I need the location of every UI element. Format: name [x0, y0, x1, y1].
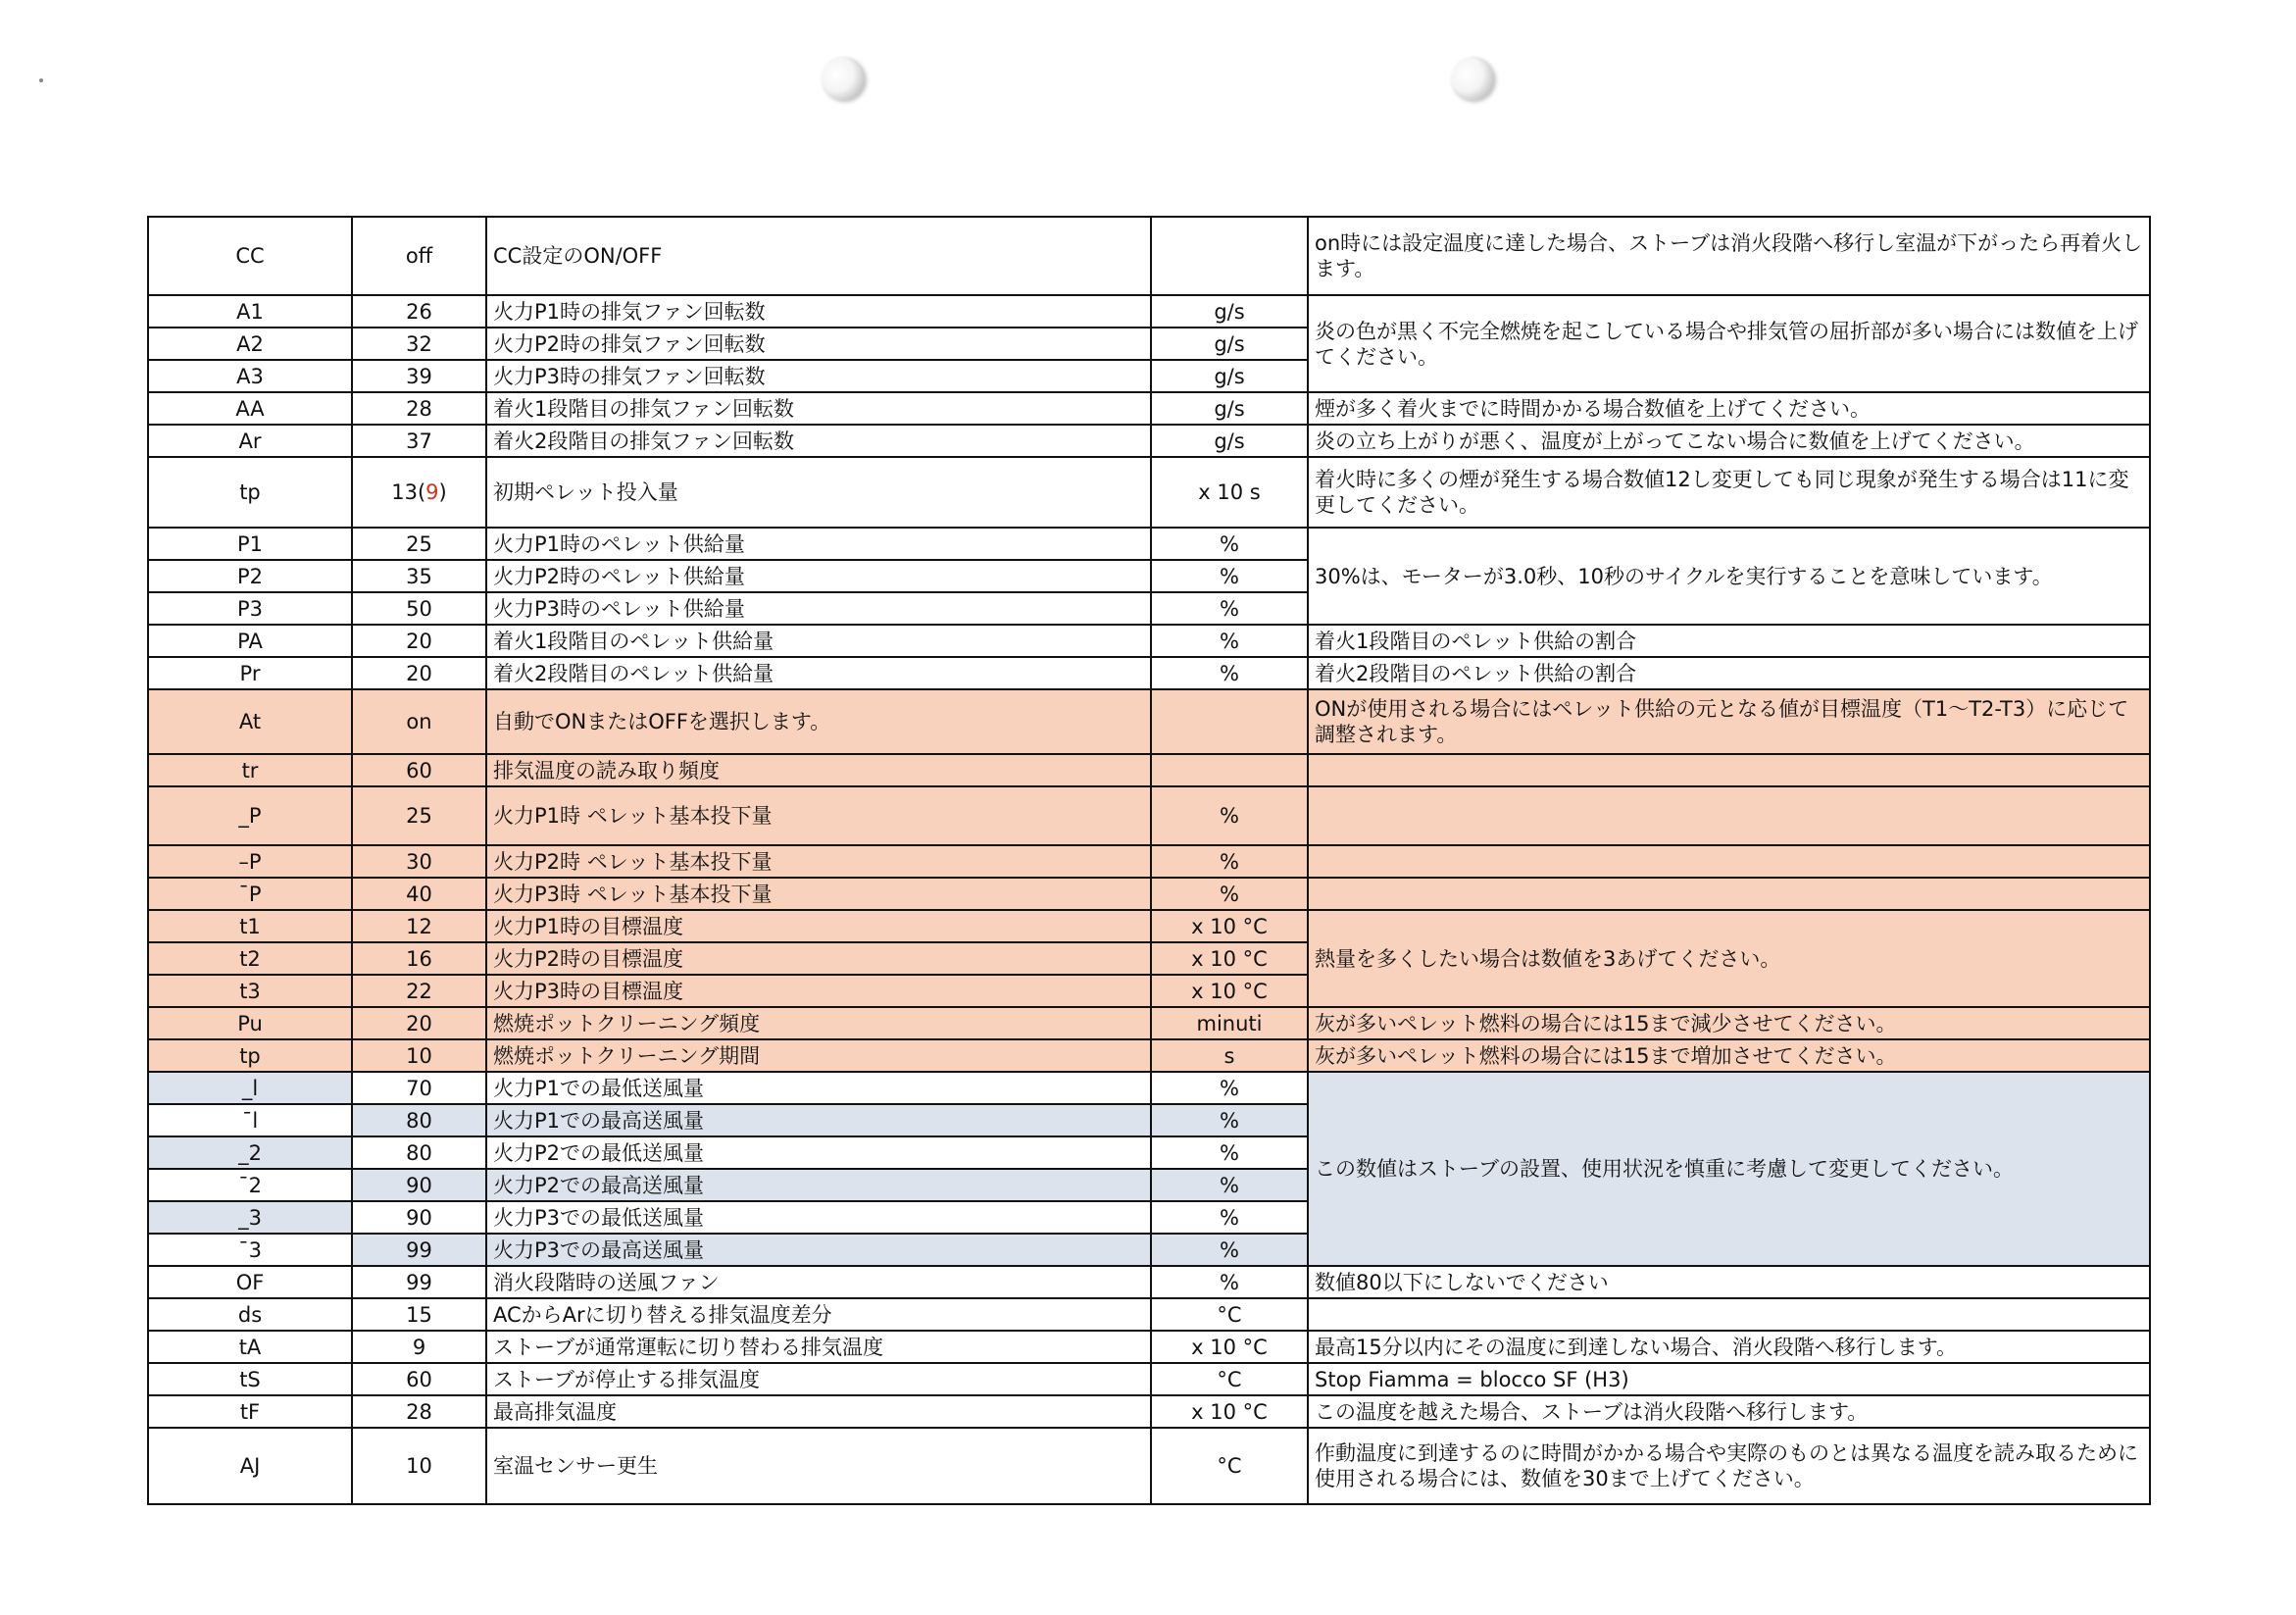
param-description: 排気温度の読み取り頻度 — [486, 754, 1151, 786]
param-description: 燃焼ポットクリーニング頻度 — [486, 1007, 1151, 1039]
param-unit: x 10 °C — [1151, 942, 1308, 975]
param-value: on — [352, 689, 486, 754]
param-description: 消火段階時の送風ファン — [486, 1266, 1151, 1298]
param-unit: g/s — [1151, 392, 1308, 425]
param-unit: °C — [1151, 1363, 1308, 1395]
param-code: PA — [148, 625, 352, 657]
param-note: 着火1段階目のペレット供給の割合 — [1308, 625, 2150, 657]
table-row — [148, 1298, 2150, 1331]
table-row — [148, 689, 2150, 754]
param-unit: % — [1151, 1072, 1308, 1104]
param-description: 着火1段階目の排気ファン回転数 — [486, 392, 1151, 425]
param-description: 火力P3時の排気ファン回転数 — [486, 360, 1151, 392]
table-row — [148, 878, 2150, 910]
param-note: ONが使用される場合にはペレット供給の元となる値が目標温度（T1～T2-T3）に応じて調整されます。 — [1308, 689, 2150, 754]
param-unit — [1151, 217, 1308, 295]
param-unit: % — [1151, 878, 1308, 910]
param-description: 火力P3時 ペレット基本投下量 — [486, 878, 1151, 910]
param-unit: s — [1151, 1039, 1308, 1072]
param-code: _P — [148, 786, 352, 845]
param-note: この数値はストーブの設置、使用状況を慎重に考慮して変更してください。 — [1308, 1072, 2150, 1266]
param-value: 90 — [352, 1201, 486, 1234]
param-unit: x 10 °C — [1151, 975, 1308, 1007]
param-value-highlight: 9 — [425, 480, 439, 504]
param-description: 火力P2時のペレット供給量 — [486, 560, 1151, 592]
param-code: AJ — [148, 1428, 352, 1504]
param-description: 火力P1時のペレット供給量 — [486, 528, 1151, 560]
param-code: t1 — [148, 910, 352, 942]
param-unit: % — [1151, 845, 1308, 878]
table-row — [148, 754, 2150, 786]
param-code: t2 — [148, 942, 352, 975]
param-description: 着火2段階目のペレット供給量 — [486, 657, 1151, 689]
table-row — [148, 425, 2150, 457]
param-code: _l — [148, 1072, 352, 1104]
param-unit: x 10 °C — [1151, 1395, 1308, 1428]
param-unit: g/s — [1151, 295, 1308, 328]
param-unit: minuti — [1151, 1007, 1308, 1039]
param-description: 最高排気温度 — [486, 1395, 1151, 1428]
param-code: P3 — [148, 592, 352, 625]
param-value: 9 — [352, 1331, 486, 1363]
param-code: –P — [148, 845, 352, 878]
param-value: 20 — [352, 657, 486, 689]
param-value: 30 — [352, 845, 486, 878]
param-code: A2 — [148, 328, 352, 360]
param-value: 12 — [352, 910, 486, 942]
param-code: Pr — [148, 657, 352, 689]
param-description: 火力P1時の排気ファン回転数 — [486, 295, 1151, 328]
table-row — [148, 1331, 2150, 1363]
param-description: 火力P2時 ペレット基本投下量 — [486, 845, 1151, 878]
table-row — [148, 625, 2150, 657]
param-value: 60 — [352, 1363, 486, 1395]
param-unit: % — [1151, 1104, 1308, 1136]
param-code: tp — [148, 457, 352, 528]
param-description: CC設定のON/OFF — [486, 217, 1151, 295]
param-description: 火力P3時のペレット供給量 — [486, 592, 1151, 625]
param-note — [1308, 754, 2150, 786]
param-unit: °C — [1151, 1428, 1308, 1504]
param-value: 37 — [352, 425, 486, 457]
param-description: ストーブが通常運転に切り替わる排気温度 — [486, 1331, 1151, 1363]
param-value — [352, 457, 486, 528]
table-row — [148, 295, 2150, 328]
table-row — [148, 1395, 2150, 1428]
param-code: P2 — [148, 560, 352, 592]
param-value: 70 — [352, 1072, 486, 1104]
param-unit — [1151, 754, 1308, 786]
param-value: 80 — [352, 1104, 486, 1136]
param-description: 火力P3時の目標温度 — [486, 975, 1151, 1007]
param-code: tp — [148, 1039, 352, 1072]
param-code: AA — [148, 392, 352, 425]
param-note: Stop Fiamma = blocco SF (H3) — [1308, 1363, 2150, 1395]
param-note: 灰が多いペレット燃料の場合には15まで減少させてください。 — [1308, 1007, 2150, 1039]
param-code: ¯2 — [148, 1169, 352, 1201]
param-unit: °C — [1151, 1298, 1308, 1331]
param-description: ACからArに切り替える排気温度差分 — [486, 1298, 1151, 1331]
param-description: 着火2段階目の排気ファン回転数 — [486, 425, 1151, 457]
param-code: t3 — [148, 975, 352, 1007]
param-code: ¯P — [148, 878, 352, 910]
table-row — [148, 1007, 2150, 1039]
table-row — [148, 528, 2150, 560]
param-value: 20 — [352, 1007, 486, 1039]
param-value: 16 — [352, 942, 486, 975]
param-description: 火力P3での最高送風量 — [486, 1234, 1151, 1266]
param-description: 燃焼ポットクリーニング期間 — [486, 1039, 1151, 1072]
param-note: 着火2段階目のペレット供給の割合 — [1308, 657, 2150, 689]
param-description: 火力P1時の目標温度 — [486, 910, 1151, 942]
param-unit: % — [1151, 560, 1308, 592]
param-unit: % — [1151, 1234, 1308, 1266]
table-row — [148, 1363, 2150, 1395]
param-unit: % — [1151, 1169, 1308, 1201]
param-code: At — [148, 689, 352, 754]
param-note — [1308, 786, 2150, 845]
param-note: 作動温度に到達するのに時間がかかる場合や実際のものとは異なる温度を読み取るために使用される場合には、数値を30まで上げてください。 — [1308, 1428, 2150, 1504]
table-row — [148, 845, 2150, 878]
param-value: 40 — [352, 878, 486, 910]
param-value: 10 — [352, 1428, 486, 1504]
param-unit: g/s — [1151, 425, 1308, 457]
param-value: 25 — [352, 786, 486, 845]
param-code: tr — [148, 754, 352, 786]
punch-hole-right — [1451, 57, 1494, 100]
param-unit: x 10 °C — [1151, 910, 1308, 942]
param-code: A3 — [148, 360, 352, 392]
param-unit: g/s — [1151, 328, 1308, 360]
param-note: 着火時に多くの煙が発生する場合数値12し変更しても同じ現象が発生する場合は11に変更してください。 — [1308, 457, 2150, 528]
table-row — [148, 1072, 2150, 1104]
param-unit: % — [1151, 528, 1308, 560]
param-note: 灰が多いペレット燃料の場合には15まで増加させてください。 — [1308, 1039, 2150, 1072]
param-description: 火力P3での最低送風量 — [486, 1201, 1151, 1234]
param-unit: % — [1151, 657, 1308, 689]
param-value: 60 — [352, 754, 486, 786]
param-code: ¯l — [148, 1104, 352, 1136]
param-value-close: ) — [438, 480, 447, 504]
param-code: tS — [148, 1363, 352, 1395]
table-row — [148, 1039, 2150, 1072]
table-row — [148, 392, 2150, 425]
param-code: ds — [148, 1298, 352, 1331]
param-code: ¯3 — [148, 1234, 352, 1266]
param-unit: g/s — [1151, 360, 1308, 392]
param-code: tA — [148, 1331, 352, 1363]
param-code: _3 — [148, 1201, 352, 1234]
param-note — [1308, 845, 2150, 878]
param-value-main: 13( — [391, 480, 426, 504]
param-unit — [1151, 689, 1308, 754]
table-row — [148, 657, 2150, 689]
param-note: 炎の立ち上がりが悪く、温度が上がってこない場合に数値を上げてください。 — [1308, 425, 2150, 457]
param-description: 室温センサー更生 — [486, 1428, 1151, 1504]
param-description: 火力P2時の目標温度 — [486, 942, 1151, 975]
table-row — [148, 910, 2150, 942]
param-unit: x 10 °C — [1151, 1331, 1308, 1363]
param-unit: % — [1151, 1136, 1308, 1169]
table-row — [148, 457, 2150, 528]
table-row — [148, 1266, 2150, 1298]
param-code: _2 — [148, 1136, 352, 1169]
param-note: on時には設定温度に達した場合、ストーブは消火段階へ移行し室温が下がったら再着火します。 — [1308, 217, 2150, 295]
param-value: 28 — [352, 1395, 486, 1428]
param-note — [1308, 878, 2150, 910]
param-value: 26 — [352, 295, 486, 328]
param-value: 99 — [352, 1266, 486, 1298]
param-note: 熱量を多くしたい場合は数値を3あげてください。 — [1308, 910, 2150, 1007]
param-description: 火力P2での最高送風量 — [486, 1169, 1151, 1201]
param-value: 25 — [352, 528, 486, 560]
param-value: 90 — [352, 1169, 486, 1201]
param-value: 22 — [352, 975, 486, 1007]
param-note: この温度を越えた場合、ストーブは消火段階へ移行します。 — [1308, 1395, 2150, 1428]
param-code: OF — [148, 1266, 352, 1298]
param-description: ストーブが停止する排気温度 — [486, 1363, 1151, 1395]
param-unit: % — [1151, 592, 1308, 625]
param-unit: % — [1151, 625, 1308, 657]
param-description: 火力P1時 ペレット基本投下量 — [486, 786, 1151, 845]
param-note: 炎の色が黒く不完全燃焼を起こしている場合や排気管の屈折部が多い場合には数値を上げてください。 — [1308, 295, 2150, 392]
param-description: 自動でONまたはOFFを選択します。 — [486, 689, 1151, 754]
param-note — [1308, 1298, 2150, 1331]
param-code: A1 — [148, 295, 352, 328]
param-code: CC — [148, 217, 352, 295]
param-description: 火力P1での最高送風量 — [486, 1104, 1151, 1136]
param-value: 28 — [352, 392, 486, 425]
param-unit: % — [1151, 1201, 1308, 1234]
param-code: Pu — [148, 1007, 352, 1039]
param-code: tF — [148, 1395, 352, 1428]
table-row — [148, 1428, 2150, 1504]
param-value: 10 — [352, 1039, 486, 1072]
param-value: 35 — [352, 560, 486, 592]
param-description: 火力P2時の排気ファン回転数 — [486, 328, 1151, 360]
param-value: 39 — [352, 360, 486, 392]
param-value: off — [352, 217, 486, 295]
param-note: 最高15分以内にその温度に到達しない場合、消火段階へ移行します。 — [1308, 1331, 2150, 1363]
parameter-table — [147, 216, 2151, 1505]
param-note: 煙が多く着火までに時間かかる場合数値を上げてください。 — [1308, 392, 2150, 425]
param-unit: % — [1151, 1266, 1308, 1298]
param-value: 20 — [352, 625, 486, 657]
param-value: 32 — [352, 328, 486, 360]
punch-hole-left — [822, 57, 865, 100]
param-unit: x 10 s — [1151, 457, 1308, 528]
param-description: 初期ペレット投入量 — [486, 457, 1151, 528]
param-note: 30%は、モーターが3.0秒、10秒のサイクルを実行することを意味しています。 — [1308, 528, 2150, 625]
param-value: 80 — [352, 1136, 486, 1169]
table-row — [148, 217, 2150, 295]
param-value: 99 — [352, 1234, 486, 1266]
param-value: 50 — [352, 592, 486, 625]
param-description: 火力P1での最低送風量 — [486, 1072, 1151, 1104]
param-code: P1 — [148, 528, 352, 560]
scan-speck — [39, 78, 43, 82]
param-description: 着火1段階目のペレット供給量 — [486, 625, 1151, 657]
param-note: 数値80以下にしないでください — [1308, 1266, 2150, 1298]
table-row — [148, 786, 2150, 845]
param-code: Ar — [148, 425, 352, 457]
param-unit: % — [1151, 786, 1308, 845]
param-value: 15 — [352, 1298, 486, 1331]
param-description: 火力P2での最低送風量 — [486, 1136, 1151, 1169]
